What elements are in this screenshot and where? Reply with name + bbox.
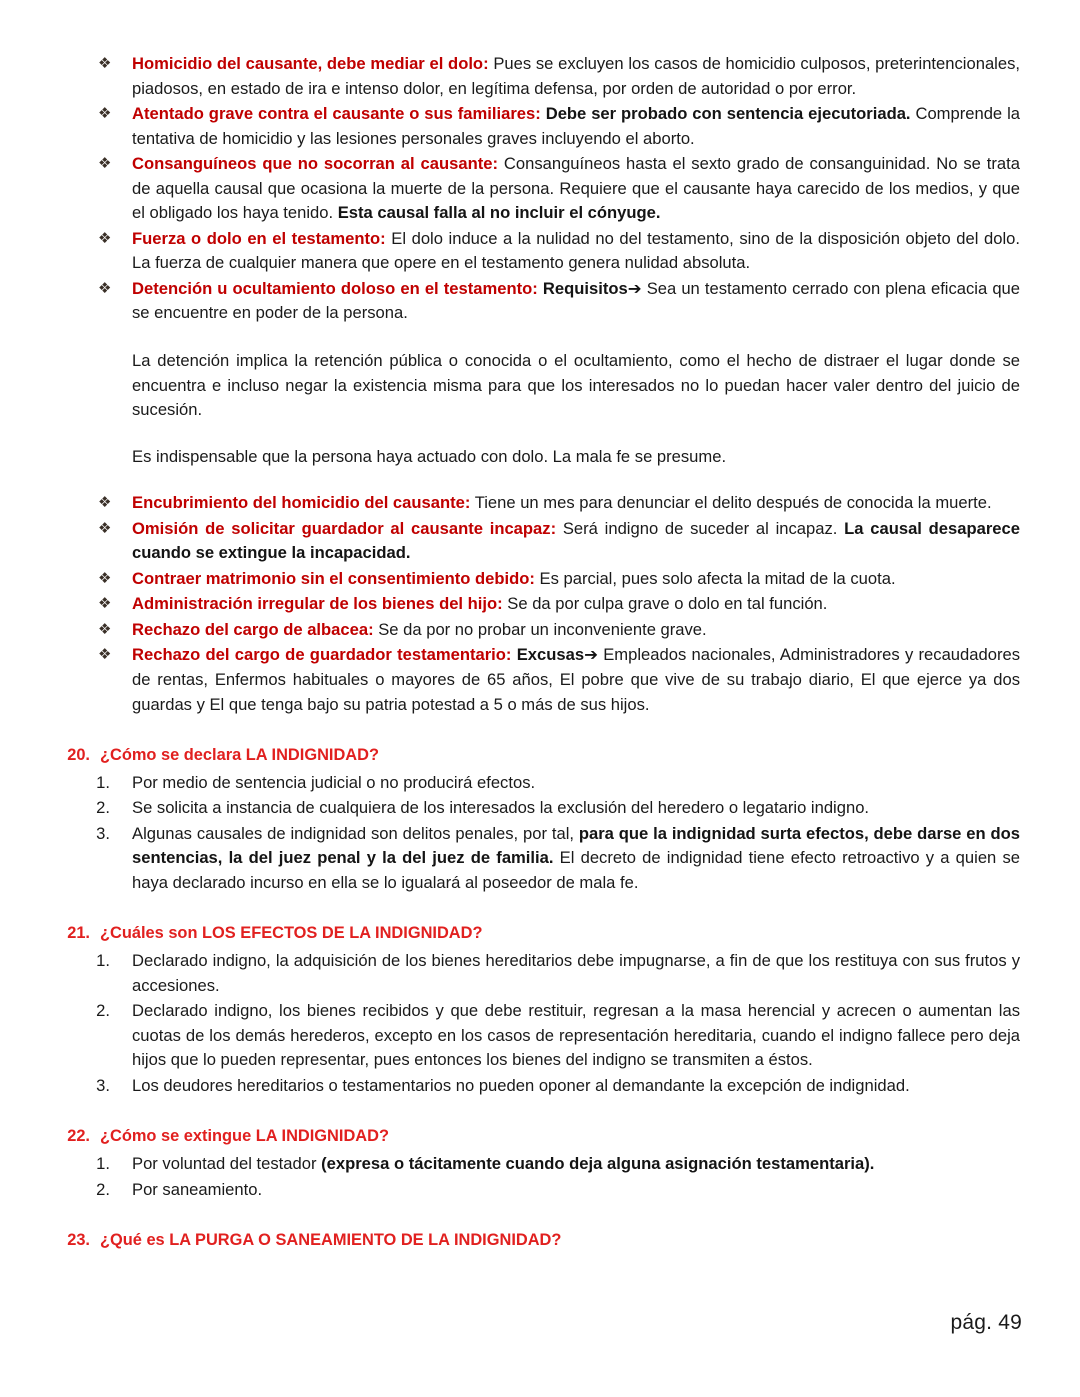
list-marker: 1. xyxy=(96,772,110,792)
diamond-bullet-icon: ❖ xyxy=(98,645,112,664)
bullet-text: Será indigno de suceder al incapaz. xyxy=(556,518,845,538)
page-footer: pág. 49 xyxy=(950,1311,1022,1334)
answer-text: Declarado indigno, la adquisición de los bienes hereditarios debe impugnarse, a fin de que los restituya con sus frutos y accesiones. xyxy=(132,951,1020,995)
question-number: 21. xyxy=(67,924,90,943)
answer-text: Por voluntad del testador xyxy=(132,1153,322,1173)
list-marker: 1. xyxy=(96,1153,110,1173)
question-section xyxy=(60,1228,1020,1253)
question-heading-text: ¿Cuáles son LOS EFECTOS DE LA INDIGNIDAD? xyxy=(100,924,483,943)
question-heading xyxy=(60,1124,1020,1149)
bullet-term: Fuerza o dolo en el testamento: xyxy=(132,228,386,248)
bullet-term: Encubrimiento del homicidio del causante: xyxy=(132,493,471,513)
answer-text: Declarado indigno, los bienes recibidos y que debe restituir, regresan a la masa herencial y acrecen o aumentan las cuotas de los demás herederos, excepto en los casos de representación hereditaria, cuando el indigno fallece pero deja hijos que lo pueden representar, pues entonces los bienes del indigno se transmiten a éstos. xyxy=(132,1001,1020,1070)
answer-text: Por medio de sentencia judicial o no producirá efectos. xyxy=(132,772,536,792)
bullet-term: Detención u ocultamiento doloso en el testamento: xyxy=(132,278,538,298)
question-heading-text: ¿Qué es LA PURGA O SANEAMIENTO DE LA INDIGNIDAD? xyxy=(100,1231,562,1250)
diamond-bullet-icon: ❖ xyxy=(98,619,112,638)
question-answer-list xyxy=(60,949,1020,1098)
paragraph-dolo-mala-fe: Es indispensable que la persona haya actuado con dolo. La mala fe se presume. xyxy=(132,446,727,466)
question-heading-text: ¿Cómo se declara LA INDIGNIDAD? xyxy=(100,746,379,765)
bullet-term: Omisión de solicitar guardador al causante incapaz: xyxy=(132,518,557,538)
list-marker: 3. xyxy=(96,823,110,843)
diamond-bullet-icon: ❖ xyxy=(98,568,112,587)
answer-list-item xyxy=(60,1178,1020,1203)
answer-text-after: El decreto de indignidad tiene efecto retroactivo y a quien se haya declarado incurso en ella se lo igualará al poseedor de mala fe. xyxy=(132,848,1020,892)
bullet-list-item xyxy=(60,52,1020,101)
diamond-bullet-icon: ❖ xyxy=(98,228,112,247)
list-marker: 2. xyxy=(96,798,110,818)
paragraph-detencion: La detención implica la retención pública o conocida o el ocultamiento, como el hecho de distraer el lugar donde se encuentra e incluso negar la existencia misma para que los interesados no lo puedan hacer valer dentro del juicio de sucesión. xyxy=(132,351,1020,420)
list-marker: 1. xyxy=(96,951,110,971)
question-section xyxy=(60,921,1020,1098)
question-heading xyxy=(60,1228,1020,1253)
list-marker: 3. xyxy=(96,1075,110,1095)
diamond-bullet-icon: ❖ xyxy=(98,518,112,537)
bullet-list-item xyxy=(60,517,1020,566)
diamond-bullet-icon: ❖ xyxy=(98,278,112,297)
question-number: 22. xyxy=(67,1127,90,1146)
answer-text: Por saneamiento. xyxy=(132,1179,263,1199)
question-section xyxy=(60,1124,1020,1202)
bullet-list-item xyxy=(60,643,1020,717)
questions-container xyxy=(60,743,1020,1253)
bullet-term: Rechazo del cargo de guardador testamentario: xyxy=(132,645,512,665)
bullet-term: Rechazo del cargo de albacea: xyxy=(132,619,374,639)
question-heading xyxy=(60,921,1020,946)
diamond-bullet-icon: ❖ xyxy=(98,104,112,123)
answer-list-item xyxy=(60,822,1020,896)
right-arrow-icon: ➔ xyxy=(584,645,598,665)
bullet-text: Consanguíneos hasta el sexto grado de consanguinidad. No se trata de aquella causal que ocasiona la muerte de la persona. Requiere que el causante haya carecido de los medios, y que el obligado los haya tenido. xyxy=(132,154,1020,223)
bullet-term: Administración irregular de los bienes del hijo: xyxy=(132,594,503,614)
answer-strong: (expresa o tácitamente cuando deja alguna asignación testamentaria). xyxy=(321,1153,875,1173)
answer-strong: para que la indignidad surta efectos, debe darse en dos sentencias, la del juez penal y la del juez de familia. xyxy=(132,823,1020,868)
question-heading-text: ¿Cómo se extingue LA INDIGNIDAD? xyxy=(100,1127,389,1146)
answer-list-item xyxy=(60,796,1020,821)
causales-bullet-list-top xyxy=(60,52,1020,326)
bullet-list-item xyxy=(60,152,1020,226)
paragraph-spacer xyxy=(60,327,1020,349)
question-heading xyxy=(60,743,1020,768)
bullet-strong-after: La causal desaparece cuando se extingue la incapacidad. xyxy=(132,518,1020,563)
bullet-term: Contraer matrimonio sin el consentimiento debido: xyxy=(132,568,535,588)
answer-text: Se solicita a instancia de cualquiera de los interesados la exclusión del heredero o legatario indigno. xyxy=(132,798,870,818)
answer-list-item xyxy=(60,999,1020,1073)
diamond-bullet-icon: ❖ xyxy=(98,493,112,512)
right-arrow-icon: ➔ xyxy=(627,278,642,298)
question-answer-list xyxy=(60,771,1020,896)
causales-bullet-list-bottom xyxy=(60,491,1020,717)
page-content xyxy=(60,52,1020,1253)
bullet-term: Atentado grave contra el causante o sus familiares: xyxy=(132,104,541,124)
bullet-list-item xyxy=(60,567,1020,592)
bullet-list-item xyxy=(60,592,1020,617)
bullet-list-item xyxy=(60,618,1020,643)
bullet-text: Se da por culpa grave o dolo en tal función. xyxy=(502,594,828,614)
list-marker: 2. xyxy=(96,1001,110,1021)
bullet-list-item xyxy=(60,277,1020,326)
bullet-list-item xyxy=(60,491,1020,516)
bullet-text: Tiene un mes para denunciar el delito después de conocida la muerte. xyxy=(470,493,992,513)
paragraph-spacer xyxy=(60,469,1020,491)
question-answer-list xyxy=(60,1152,1020,1202)
bullet-text: Se da por no probar un inconveniente grave. xyxy=(373,619,707,639)
bullet-text: Es parcial, pues solo afecta la mitad de la cuota. xyxy=(534,568,896,588)
paragraph-spacer xyxy=(60,423,1020,445)
bullet-list-item xyxy=(60,227,1020,276)
answer-list-item xyxy=(60,1152,1020,1177)
question-number: 20. xyxy=(67,746,90,765)
bullet-term: Homicidio del causante, debe mediar el dolo: xyxy=(132,54,489,73)
bullet-text: Comprende la tentativa de homicidio y las lesiones personales graves incluyendo el aborto. xyxy=(132,104,1020,148)
answer-list-item xyxy=(60,1074,1020,1099)
bullet-strong: Requisitos xyxy=(537,278,628,298)
answer-text: Algunas causales de indignidad son delitos penales, por tal, xyxy=(132,823,579,843)
bullet-text: Pues se excluyen los casos de homicidio culposos, preterintencionales, piadosos, en estado de ira e intenso dolor, en legítima defensa, por orden de autoridad o por error. xyxy=(132,54,1020,98)
bullet-strong: Debe ser probado con sentencia ejecutoriada. xyxy=(540,104,911,124)
bullet-list-item xyxy=(60,102,1020,151)
diamond-bullet-icon: ❖ xyxy=(98,594,112,613)
bullet-text: Sea un testamento cerrado con plena eficacia que se encuentre en poder de la persona. xyxy=(132,278,1021,323)
answer-list-item xyxy=(60,949,1020,998)
bullet-text: El dolo induce a la nulidad no del testamento, sino de la disposición objeto del dolo. La fuerza de cualquier manera que opere en el testamento genera nulidad absoluta. xyxy=(132,228,1020,273)
diamond-bullet-icon: ❖ xyxy=(98,154,112,173)
bullet-strong: Excusas xyxy=(511,645,585,665)
answer-text: Los deudores hereditarios o testamentarios no pueden oponer al demandante la excepción de indignidad. xyxy=(132,1075,910,1095)
answer-list-item xyxy=(60,771,1020,796)
bullet-strong-after: Esta causal falla al no incluir el cónyuge. xyxy=(337,203,661,223)
list-marker: 2. xyxy=(96,1179,110,1199)
bullet-term: Consanguíneos que no socorran al causante: xyxy=(132,154,498,174)
diamond-bullet-icon: ❖ xyxy=(98,54,112,72)
question-number: 23. xyxy=(67,1231,90,1250)
question-section xyxy=(60,743,1020,895)
bullet-text: Empleados nacionales, Administradores y recaudadores de rentas, Enfermos habituales o mayores de 65 años, El pobre que vive de su trabajo diario, El que ejerce ya dos guardas y El que tenga bajo su patria potestad a 5 o más de sus hijos. xyxy=(132,645,1020,714)
